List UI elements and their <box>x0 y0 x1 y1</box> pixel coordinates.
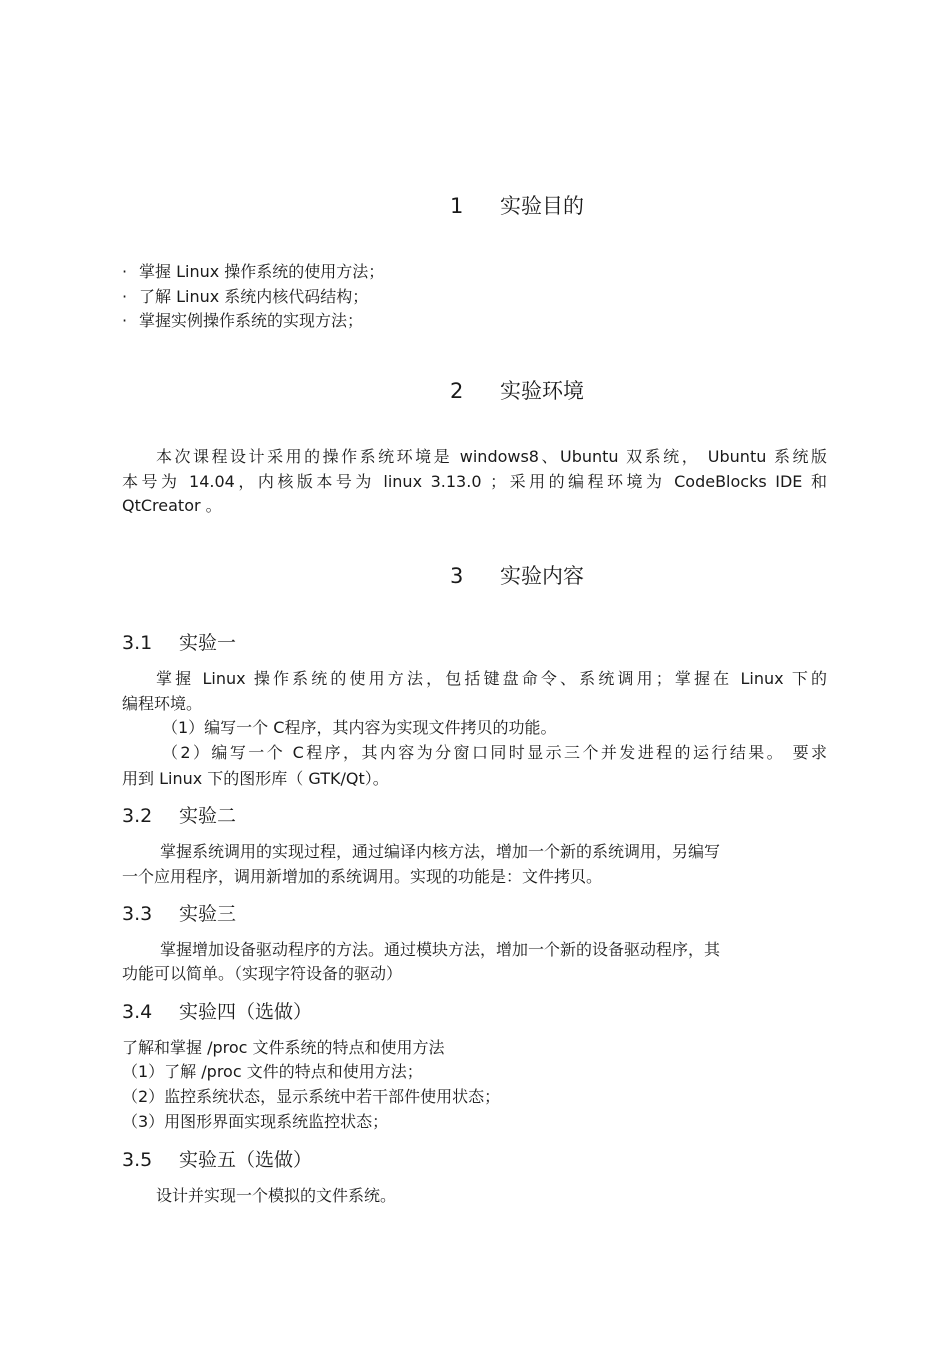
bullet-item <box>122 310 363 332</box>
bullet-dot: · <box>122 262 128 281</box>
paragraph-line: 本号为 14.04，内核版本号为 linux 3.13.0 ；采用的编程环境为 CodeBlocks IDE 和 <box>122 472 827 491</box>
bullet-text: 了解 Linux 系统内核代码结构； <box>139 287 369 306</box>
subsection-title: 实验一 <box>179 632 237 654</box>
bullet-text: 掌握 Linux 操作系统的使用方法； <box>139 262 385 281</box>
paragraph-line: 编程环境。 <box>122 694 203 713</box>
paragraph-line: 一个应用程序，调用新增加的系统调用。实现的功能是：文件拷贝。 <box>122 867 603 886</box>
paragraph-line: （2）编写一个 C程序，其内容为分窗口同时显示三个并发进程的运行结果。 要求 <box>162 743 827 762</box>
subsection-title: 实验三 <box>179 903 237 925</box>
paragraph-line: QtCreator 。 <box>122 496 222 515</box>
section-2-heading <box>450 377 584 405</box>
paragraph-line: 用到 Linux 下的图形库（ GTK/Qt）。 <box>122 769 389 788</box>
subsection-title: 实验二 <box>179 805 237 827</box>
section-2-number: 2 <box>450 379 464 403</box>
section-3-heading <box>450 562 584 590</box>
subsection-3-3-heading <box>122 901 236 927</box>
paragraph-line: （1）编写一个 C程序，其内容为实现文件拷贝的功能。 <box>162 718 557 737</box>
bullet-dot: · <box>122 311 128 330</box>
paragraph-line: 掌握 Linux 操作系统的使用方法，包括键盘命令、系统调用；掌握在 Linux 下的 <box>156 669 827 688</box>
section-3-number: 3 <box>450 564 464 588</box>
paragraph-line: 设计并实现一个模拟的文件系统。 <box>156 1186 397 1205</box>
bullet-item <box>122 261 384 283</box>
section-1-heading <box>450 192 584 220</box>
subsection-3-2-heading <box>122 803 236 829</box>
subsection-3-4-heading <box>122 999 312 1025</box>
section-1-title: 实验目的 <box>500 194 584 218</box>
subsection-number: 3.1 <box>122 632 153 654</box>
section-1-number: 1 <box>450 194 464 218</box>
subsection-number: 3.4 <box>122 1001 153 1023</box>
bullet-dot: · <box>122 287 128 306</box>
subsection-title: 实验四（选做） <box>179 1001 313 1023</box>
subsection-number: 3.2 <box>122 805 153 827</box>
paragraph-line: 掌握系统调用的实现过程，通过编译内核方法，增加一个新的系统调用，另编写 <box>160 842 721 861</box>
paragraph-line: （2）监控系统状态，显示系统中若干部件使用状态； <box>122 1087 501 1106</box>
subsection-3-1-heading <box>122 630 236 656</box>
paragraph-line: 了解和掌握 /proc 文件系统的特点和使用方法 <box>122 1038 445 1057</box>
paragraph-line: 功能可以简单。（实现字符设备的驱动） <box>122 964 403 983</box>
subsection-number: 3.3 <box>122 903 153 925</box>
section-2-title: 实验环境 <box>500 379 584 403</box>
paragraph-line: （3）用图形界面实现系统监控状态； <box>122 1112 389 1131</box>
subsection-number: 3.5 <box>122 1149 153 1171</box>
bullet-item <box>122 286 368 308</box>
paragraph-line: （1）了解 /proc 文件的特点和使用方法； <box>122 1062 423 1081</box>
paragraph-line: 掌握增加设备驱动程序的方法。通过模块方法，增加一个新的设备驱动程序，其 <box>160 940 721 959</box>
section-3-title: 实验内容 <box>500 564 584 588</box>
paragraph-line: 本次课程设计采用的操作系统环境是 windows8、Ubuntu 双系统， Ubuntu 系统版 <box>156 447 827 466</box>
bullet-text: 掌握实例操作系统的实现方法； <box>139 311 364 330</box>
subsection-3-5-heading <box>122 1147 312 1173</box>
subsection-title: 实验五（选做） <box>179 1149 313 1171</box>
